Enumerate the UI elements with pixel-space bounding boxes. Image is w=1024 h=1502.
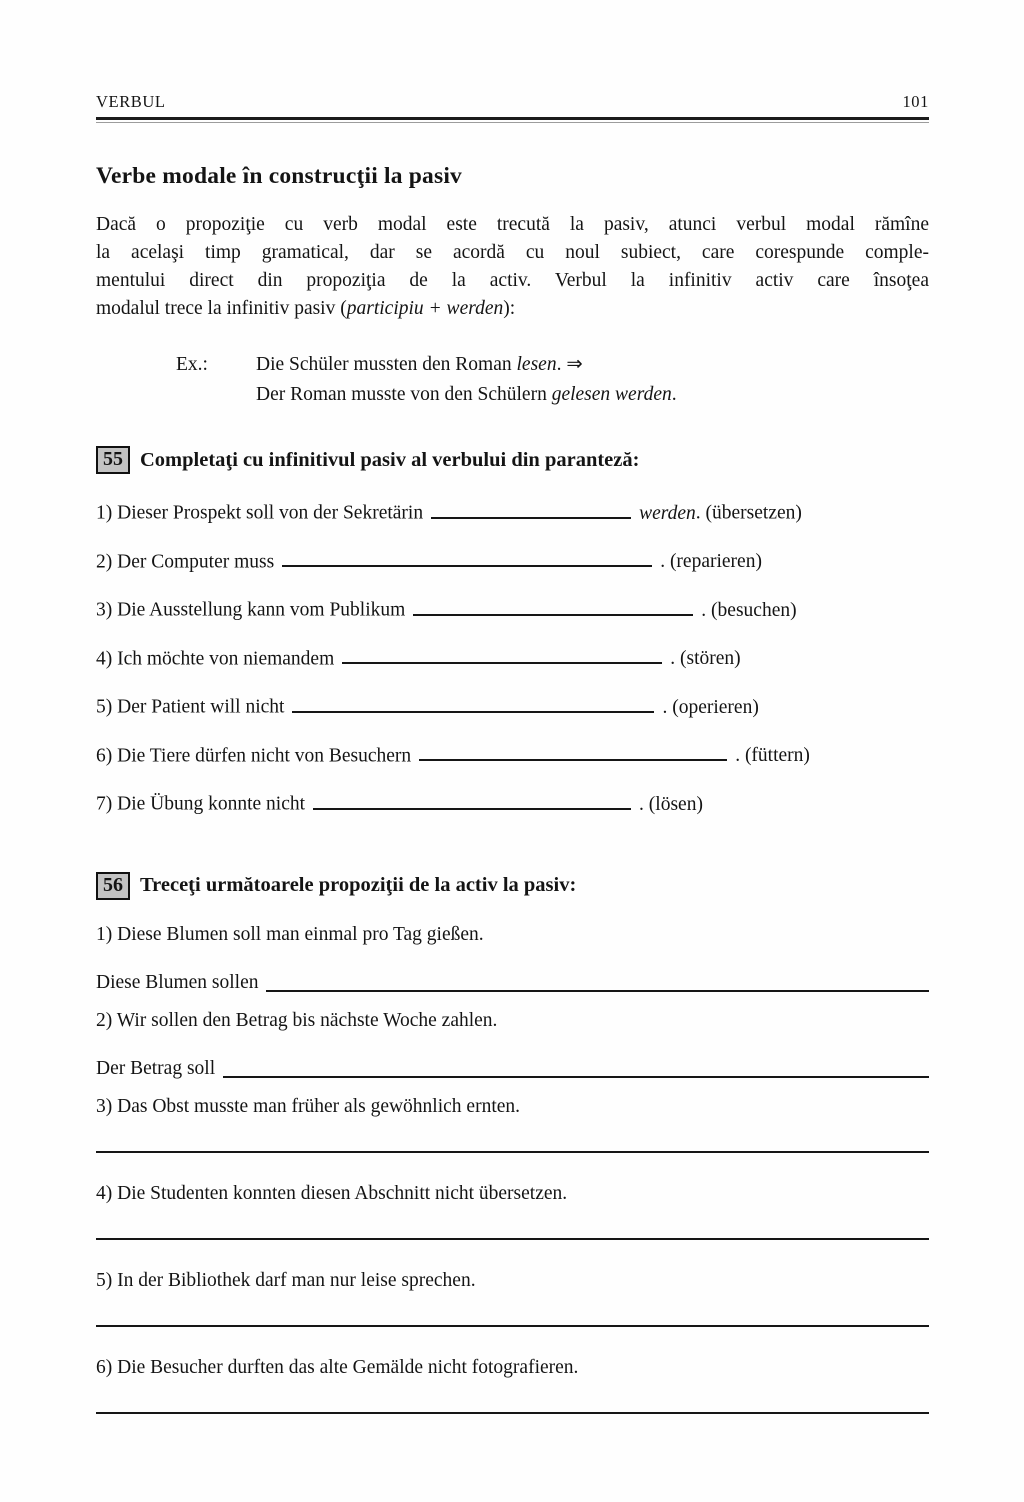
item-suffix: . (besuchen) — [701, 599, 797, 621]
exercise-56-header — [96, 872, 929, 900]
item-italic: werden — [639, 502, 696, 524]
answer-blank[interactable] — [413, 598, 693, 616]
intro-line: la acelaşi timp gramatical, dar se acordă cu noul subiect, care corespunde comple- — [96, 242, 929, 263]
answer-row — [96, 1058, 929, 1080]
exercise-sentence: 3) Das Obst musste man früher als gewöhnlich ernten. — [96, 1095, 521, 1117]
item-suffix: . (stören) — [670, 648, 741, 670]
example-text: Der Roman musste von den Schülern — [256, 384, 547, 405]
answer-row — [96, 972, 929, 994]
exercise-item — [96, 744, 929, 768]
answer-blank[interactable] — [96, 1151, 929, 1153]
page-number: 101 — [902, 92, 929, 111]
item-text: 7) Die Übung konnte nicht — [96, 793, 306, 815]
exercise-item — [96, 501, 929, 525]
exercise-instruction: Completaţi cu infinitivul pasiv al verbului din paranteză: — [140, 448, 640, 471]
header-rule — [96, 117, 929, 120]
exercise-item — [96, 647, 929, 671]
item-suffix: . (übersetzen) — [695, 502, 802, 524]
answer-blank[interactable] — [292, 695, 654, 713]
intro-line — [96, 295, 929, 323]
intro-paragraph — [96, 211, 929, 323]
intro-text: modalul trece la infinitiv pasiv ( — [96, 298, 347, 319]
intro-text: ): — [503, 298, 516, 319]
item-text: 3) Die Ausstellung kann vom Publikum — [96, 599, 406, 621]
page-title: Verbe modale în construcţii la pasiv — [96, 163, 463, 189]
exercise-item — [96, 598, 929, 622]
example-lines — [256, 350, 677, 410]
exercise-instruction: Treceţi următoarele propoziţii de la activ la pasiv: — [140, 874, 577, 897]
item-text: 2) Der Computer muss — [96, 551, 275, 573]
exercise-55-header — [96, 446, 929, 474]
example-italic: gelesen werden — [551, 384, 672, 405]
header-rule-thin — [96, 122, 929, 123]
intro-line: Dacă o propoziţie cu verb modal este trecută la pasiv, atunci verbul modal rămîne — [96, 214, 929, 235]
exercise-item — [96, 695, 929, 719]
answer-blank[interactable] — [96, 1325, 929, 1327]
item-suffix: . (füttern) — [735, 745, 810, 767]
page-header — [96, 0, 929, 112]
exercise-number-box: 56 — [96, 872, 130, 900]
example-italic: lesen — [516, 354, 557, 375]
answer-blank[interactable] — [266, 990, 929, 992]
answer-blank[interactable] — [342, 647, 662, 665]
intro-line: mentului direct din propoziţia de la activ. Verbul la infinitiv activ care însoţea — [96, 270, 929, 291]
item-text: 4) Ich möchte von niemandem — [96, 648, 335, 670]
item-text: 5) Der Patient will nicht — [96, 696, 285, 718]
exercise-sentence: 6) Die Besucher durften das alte Gemälde nicht fotografieren. — [96, 1356, 579, 1378]
answer-blank[interactable] — [96, 1412, 929, 1414]
answer-blank[interactable] — [431, 501, 631, 519]
answer-blank[interactable] — [419, 744, 727, 762]
item-suffix: . (lösen) — [639, 793, 703, 815]
item-suffix: . (operieren) — [662, 696, 759, 718]
example-label: Ex.: — [176, 354, 208, 375]
exercise-sentence: 4) Die Studenten konnten diesen Abschnitt nicht übersetzen. — [96, 1182, 568, 1204]
example-line — [256, 380, 677, 410]
answer-blank[interactable] — [313, 792, 631, 810]
exercise-sentence: 5) In der Bibliothek darf man nur leise sprechen. — [96, 1269, 476, 1291]
example-text: . ⇒ — [556, 354, 583, 375]
answer-blank[interactable] — [282, 550, 652, 568]
exercise-sentence: 2) Wir sollen den Betrag bis nächste Woche zahlen. — [96, 1009, 498, 1031]
example-text: . — [671, 384, 677, 405]
example-block — [96, 350, 929, 410]
exercise-item — [96, 792, 929, 816]
exercise-item — [96, 550, 929, 574]
exercise-number-box: 55 — [96, 446, 130, 474]
intro-italic: participiu + werden — [346, 298, 504, 319]
answer-prefix: Der Betrag soll — [96, 1057, 216, 1079]
section-title: VERBUL — [96, 92, 166, 111]
answer-prefix: Diese Blumen sollen — [96, 971, 259, 993]
exercise-55-items — [96, 501, 929, 816]
answer-blank[interactable] — [223, 1076, 929, 1078]
exercise-sentence: 1) Diese Blumen soll man einmal pro Tag gießen. — [96, 923, 484, 945]
answer-blank[interactable] — [96, 1238, 929, 1240]
item-text: 6) Die Tiere dürfen nicht von Besuchern — [96, 745, 412, 767]
example-line — [256, 350, 677, 380]
example-text: Die Schüler mussten den Roman — [256, 354, 512, 375]
item-suffix: . (reparieren) — [660, 551, 762, 573]
exercise-56-items — [96, 924, 929, 1414]
item-text: 1) Dieser Prospekt soll von der Sekretärin — [96, 502, 424, 524]
